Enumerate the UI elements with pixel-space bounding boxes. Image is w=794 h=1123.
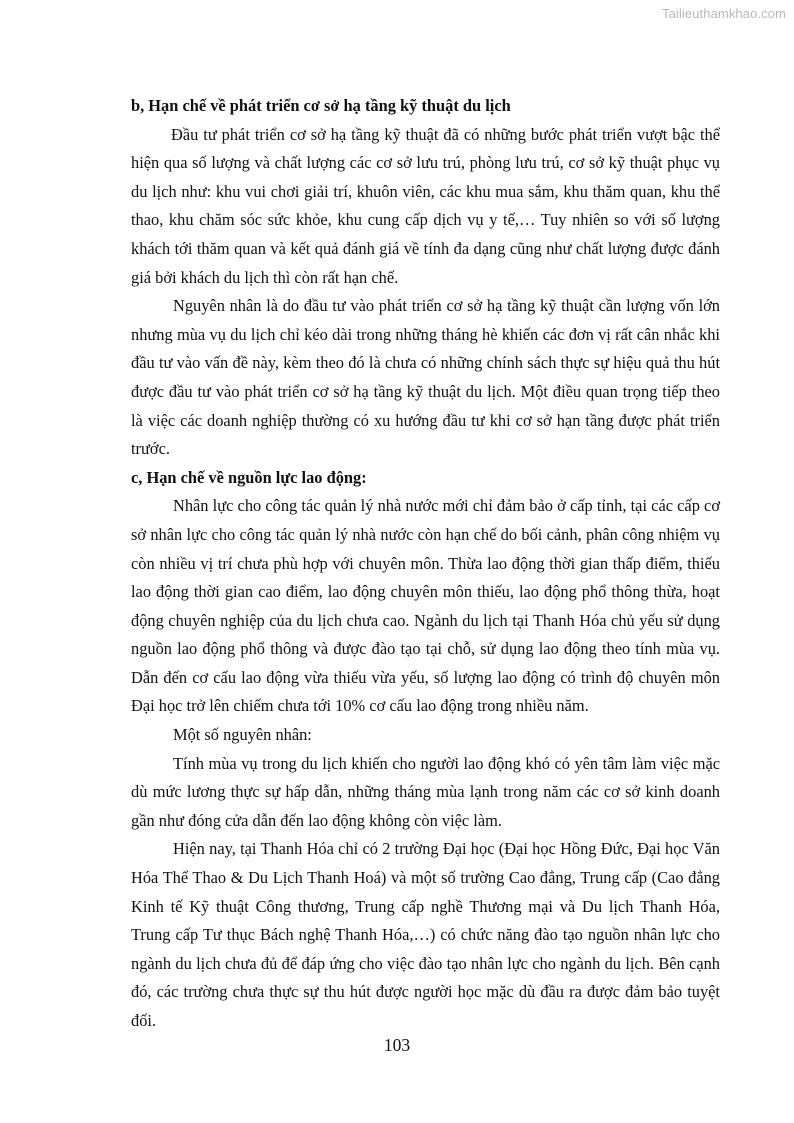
page-number: 103 [383, 1035, 411, 1055]
section-b-heading: b, Hạn chế về phát triển cơ sở hạ tầng kỹ thuật du lịch [131, 96, 511, 115]
paragraph: Nguyên nhân là do đầu tư vào phát triển cơ sở hạ tầng kỹ thuật cần lượng vốn lớn nhưng mùa vụ du lịch chỉ kéo dài trong những tháng hè khiến các đơn vị rất cân nhắc khi đầu tư vào vấn đề này, kèm theo đó là chưa có những chính sách thực sự hiệu quả thu hút được đầu tư vào phát triển cơ sở hạ tầng kỹ thuật du lịch. Một điều quan trọng tiếp theo là việc các doanh nghiệp thường có xu hướng đầu tư khi cơ sở hạn tầng được phát triển trước. [131, 296, 720, 459]
paragraph: Nhân lực cho công tác quản lý nhà nước mới chỉ đảm bảo ở cấp tỉnh, tại các cấp cơ sở nhân lực cho công tác quản lý nhà nước còn hạn chế do bối cảnh, phân công nhiệm vụ còn nhiều vị trí chưa phù hợp với chuyên môn. Thừa lao động thời gian thấp điểm, thiếu lao động thời gian cao điểm, lao động chuyên môn thiếu, lao động phổ thông thừa, hoạt động chuyên nghiệp của du lịch chưa cao. Ngành du lịch tại Thanh Hóa chủ yếu sử dụng nguồn lao động phổ thông và được đào tạo tại chỗ, sử dụng lao động theo tính mùa vụ. Dẫn đến cơ cấu lao động vừa thiếu vừa yếu, số lượng lao động có trình độ chuyên môn Đại học trở lên chiếm chưa tới 10% cơ cấu lao động trong nhiều năm. [131, 496, 720, 716]
paragraph: Hiện nay, tại Thanh Hóa chỉ có 2 trường Đại học (Đại học Hồng Đức, Đại học Văn Hóa Thể Thao & Du Lịch Thanh Hoá) và một số trường Cao đẳng, Trung cấp (Cao đẳng Kinh tế Kỹ thuật Công thương, Trung cấp nghề Thương mại và Du lịch Thanh Hóa, Trung cấp Tư thục Bách nghệ Thanh Hóa,…) có chức năng đào tạo nguồn nhân lực cho ngành du lịch chưa đủ để đáp ứng cho việc đào tạo nhân lực cho ngành du lịch. Bên cạnh đó, các trường chưa thực sự thu hút được người học mặc dù đầu ra được đảm bảo tuyệt đối. [131, 839, 720, 1030]
section-c-heading: c, Hạn chế về nguồn lực lao động: [131, 467, 367, 487]
paragraph: Đầu tư phát triển cơ sở hạ tầng kỹ thuật đã có những bước phát triển vượt bậc thể hiện qua số lượng và chất lượng các cơ sở lưu trú, phòng lưu trú, cơ sở kỹ thuật phục vụ du lịch như: khu vui chơi giải trí, khuôn viên, các khu mua sắm, khu thăm quan, khu thể thao, khu chăm sóc sức khỏe, khu cung cấp dịch vụ y tế,… Tuy nhiên so với số lượng khách tới thăm quan và kết quả đánh giá về tính đa dạng cũng như chất lượng được đánh giá bởi khách du lịch thì còn rất hạn chế. [131, 124, 720, 287]
paragraph: Tính mùa vụ trong du lịch khiến cho người lao động khó có yên tâm làm việc mặc dù mức lương thực sự hấp dẫn, những tháng mùa lạnh trong năm các cơ sở kinh doanh gần như đóng cửa dẫn đến lao động không còn việc làm. [131, 753, 720, 830]
paragraph: Một số nguyên nhân: [173, 725, 312, 745]
document-body [131, 92, 720, 1036]
watermark-text: Tailieuthamkhao.com [661, 6, 786, 21]
